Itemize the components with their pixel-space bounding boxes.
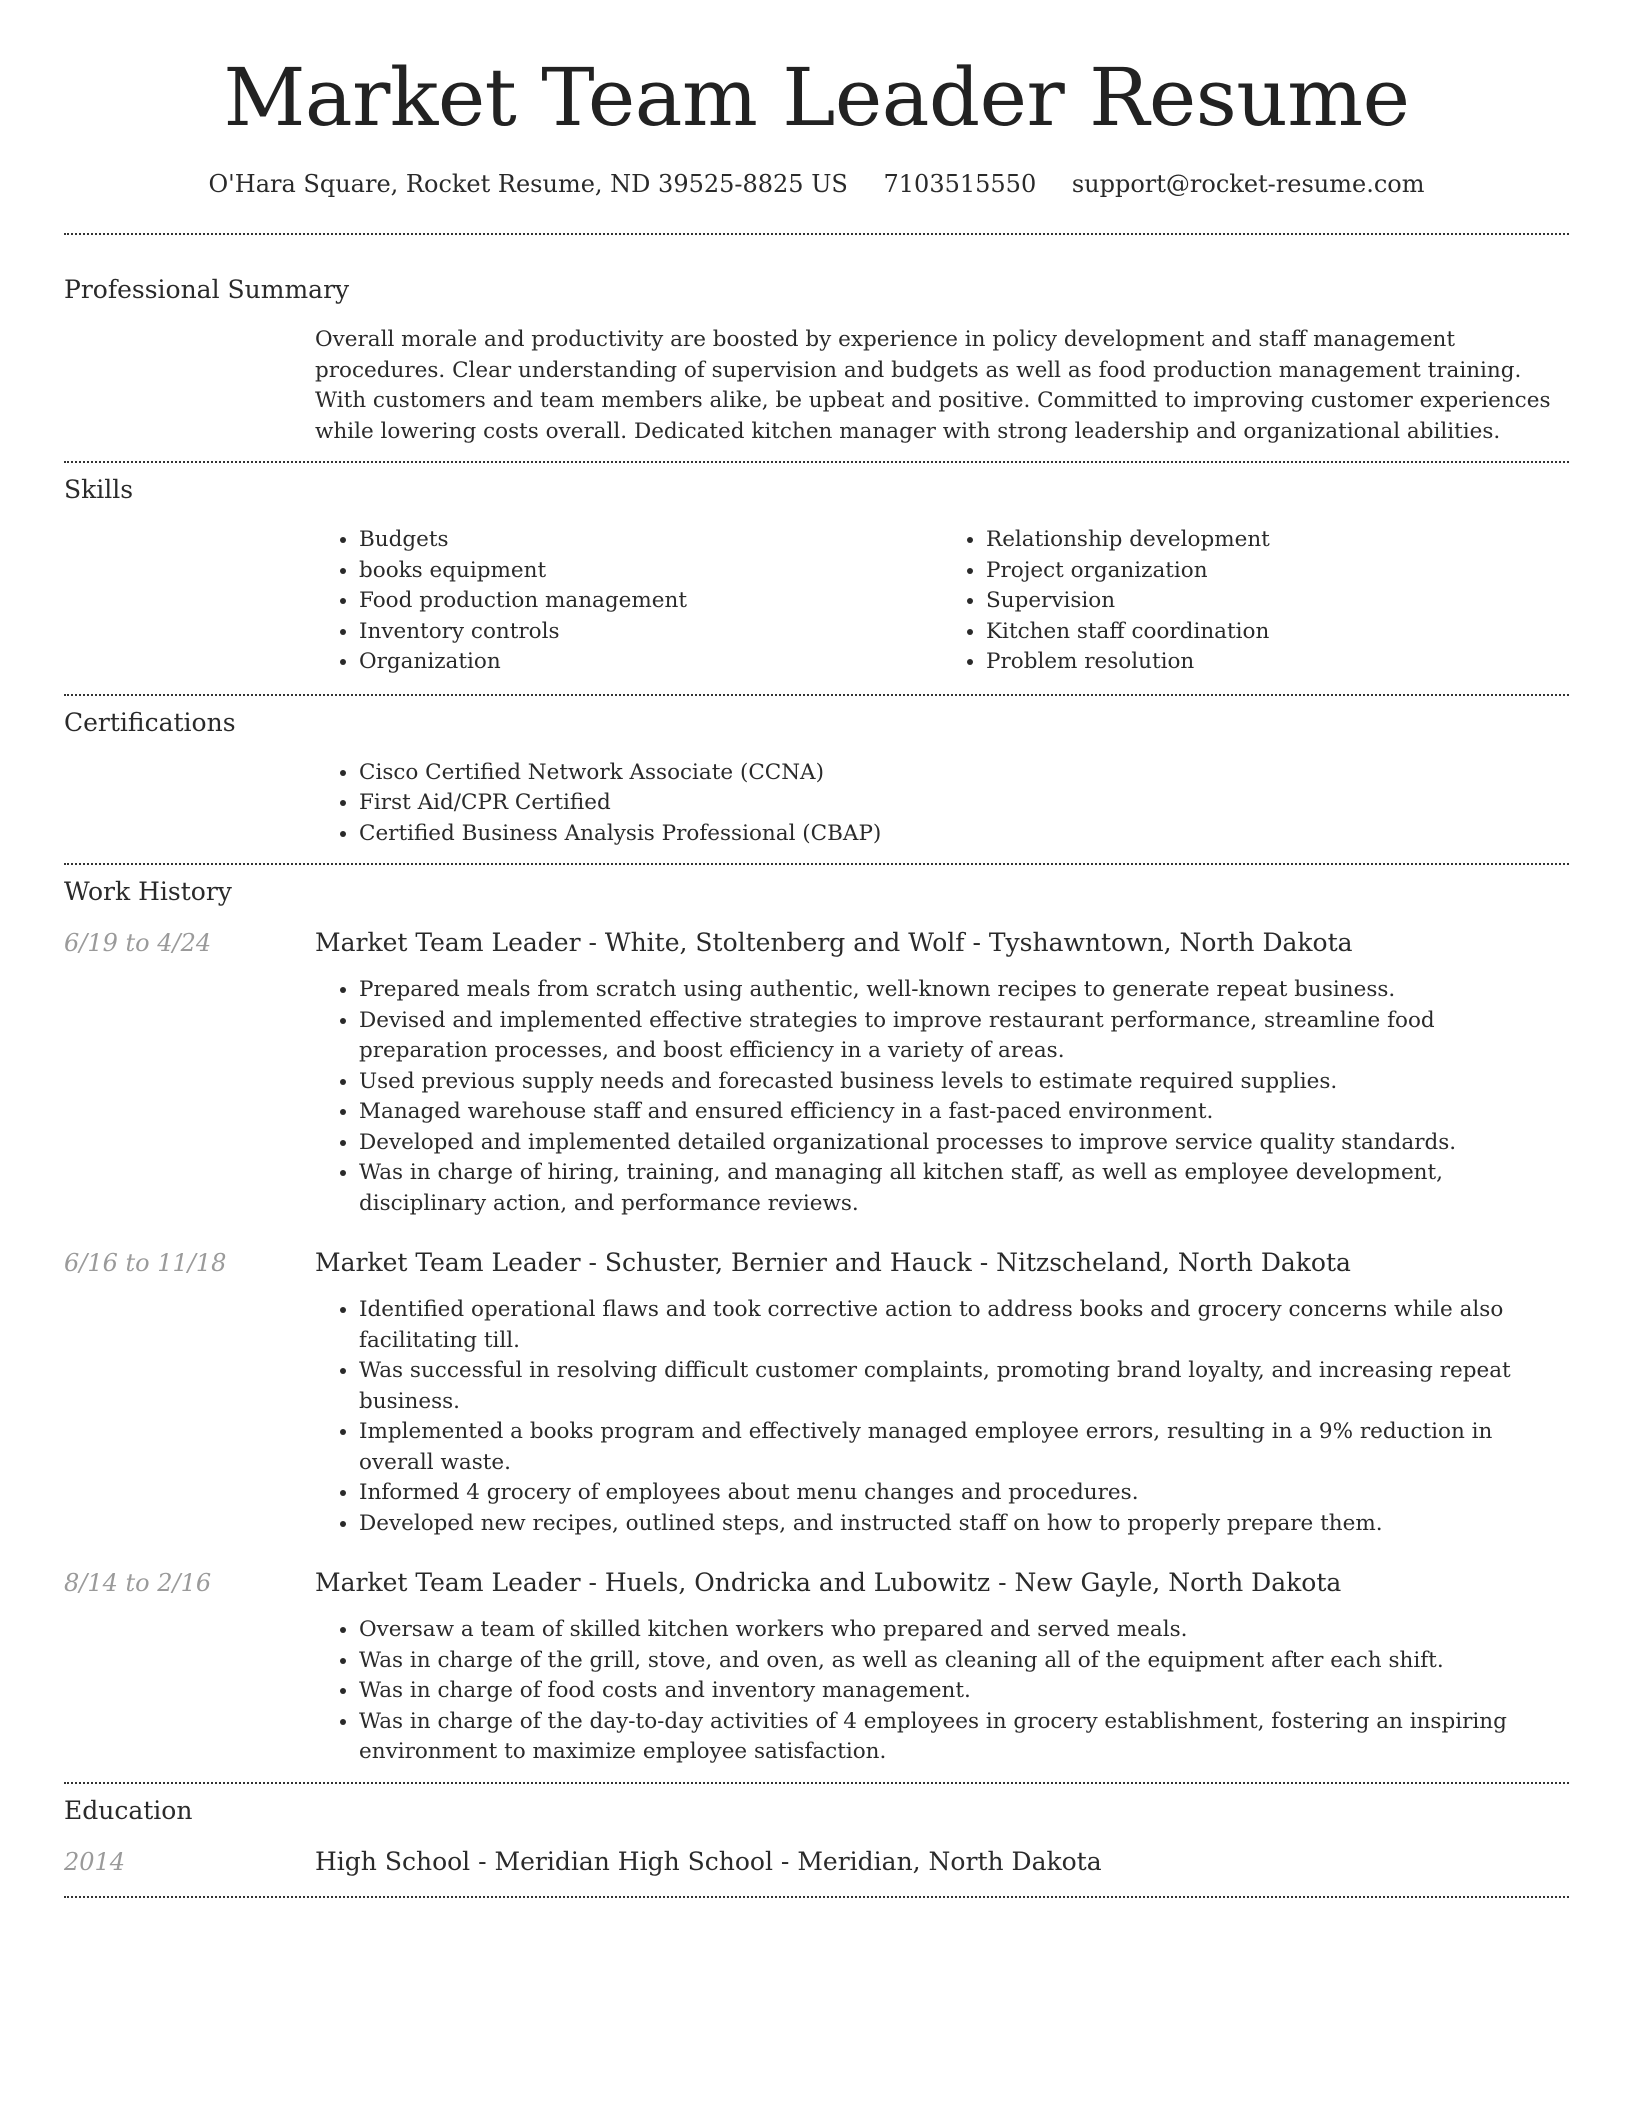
job-title: Market Team Leader - White, Stoltenberg and Wolf - Tyshawntown, North Dakota [315,928,1353,957]
contact-line [64,169,1569,199]
job-bullet: • Developed and implemented detailed organizational processes to improve service quality standards. [359,1128,1569,1159]
skill-item: • Kitchen staff coordination [986,617,1569,648]
job-bullet: • Implemented a books program and effectively managed employee errors, resulting in a 9% reduction in overall waste. [359,1417,1569,1478]
job-bullet: • Developed new recipes, outlined steps, and instructed staff on how to properly prepare them. [359,1509,1569,1540]
job-bullet: • Used previous supply needs and forecasted business levels to estimate required supplies. [359,1067,1569,1098]
divider [64,694,1569,696]
skills-list [315,525,1569,678]
skill-item: • Organization [359,647,942,678]
contact-email: support@rocket-resume.com [1071,170,1425,198]
skill-item: • books equipment [359,556,942,587]
job-bullet: • Was successful in resolving difficult customer complaints, promoting brand loyalty, and increasing repeat business. [359,1356,1569,1417]
job-bullet: • Managed warehouse staff and ensured efficiency in a fast-paced environment. [359,1097,1569,1128]
certification-item: • Certified Business Analysis Professional (CBAP) [359,819,1569,850]
job-bullet: • Devised and implemented effective strategies to improve restaurant performance, streamline food preparation processes, and boost efficiency in a variety of areas. [359,1006,1569,1067]
job-bullet: • Was in charge of the grill, stove, and oven, as well as cleaning all of the equipment after each shift. [359,1646,1569,1677]
summary-text: Overall morale and productivity are boosted by experience in policy development and staff management procedures. Clear understanding of supervision and budgets as well as food production management training. With customers and team members alike, be upbeat and positive. Committed to improving customer experiences while lowering costs overall. Dedicated kitchen manager with strong leadership and organizational abilities. [315,327,1551,444]
skill-item: • Supervision [986,586,1569,617]
skills-column-right [942,525,1569,678]
job-dates: 6/16 to 11/18 [64,1249,227,1277]
job-bullet: • Oversaw a team of skilled kitchen workers who prepared and served meals. [359,1615,1569,1646]
job-entry [64,927,1569,1219]
job-title: Market Team Leader - Huels, Ondricka and Lubowitz - New Gayle, North Dakota [315,1568,1342,1597]
education-title: High School - Meridian High School - Meridian, North Dakota [315,1846,1102,1876]
job-dates: 6/19 to 4/24 [64,929,212,957]
skill-item: • Relationship development [986,525,1569,556]
certification-item: • Cisco Certified Network Associate (CCNA) [359,758,1569,789]
job-bullet: • Identified operational flaws and took corrective action to address books and grocery concerns while also facilitating till. [359,1295,1569,1356]
job-title: Market Team Leader - Schuster, Bernier and Hauck - Nitzscheland, North Dakota [315,1248,1351,1277]
section-title-skills: Skills [64,475,134,504]
divider [64,461,1569,463]
section-title-education: Education [64,1795,193,1825]
certification-item: • First Aid/CPR Certified [359,788,1569,819]
skill-item: • Food production management [359,586,942,617]
job-bullet: • Informed 4 grocery of employees about menu changes and procedures. [359,1478,1569,1509]
skill-item: • Project organization [986,556,1569,587]
skill-item: • Budgets [359,525,942,556]
resume-page [64,0,1569,1898]
divider [64,1896,1569,1898]
education-year: 2014 [64,1847,126,1876]
divider [64,233,1569,235]
section-title-summary: Professional Summary [64,275,350,304]
job-entry [64,1247,1569,1539]
contact-address: O'Hara Square, Rocket Resume, ND 39525-8825 US [208,170,848,198]
section-title-work-history: Work History [64,877,232,906]
skills-column-left [315,525,942,678]
job-bullet: • Prepared meals from scratch using authentic, well-known recipes to generate repeat business. [359,975,1569,1006]
job-bullet: • Was in charge of the day-to-day activities of 4 employees in grocery establishment, fostering an inspiring environment to maximize employee satisfaction. [359,1707,1569,1768]
skill-item: • Inventory controls [359,617,942,648]
job-bullet: • Was in charge of food costs and inventory management. [359,1676,1569,1707]
certifications-list [315,758,1569,850]
education-entry [64,1846,1569,1878]
job-entry [64,1567,1569,1768]
section-title-certifications: Certifications [64,707,236,737]
divider [64,1782,1569,1784]
divider [64,863,1569,865]
resume-title: Market Team Leader Resume [223,51,1410,144]
job-dates: 8/14 to 2/16 [64,1569,212,1597]
skill-item: • Problem resolution [986,647,1569,678]
contact-phone: 7103515550 [883,170,1037,198]
job-bullet: • Was in charge of hiring, training, and managing all kitchen staff, as well as employee development, disciplinary action, and performance reviews. [359,1158,1569,1219]
